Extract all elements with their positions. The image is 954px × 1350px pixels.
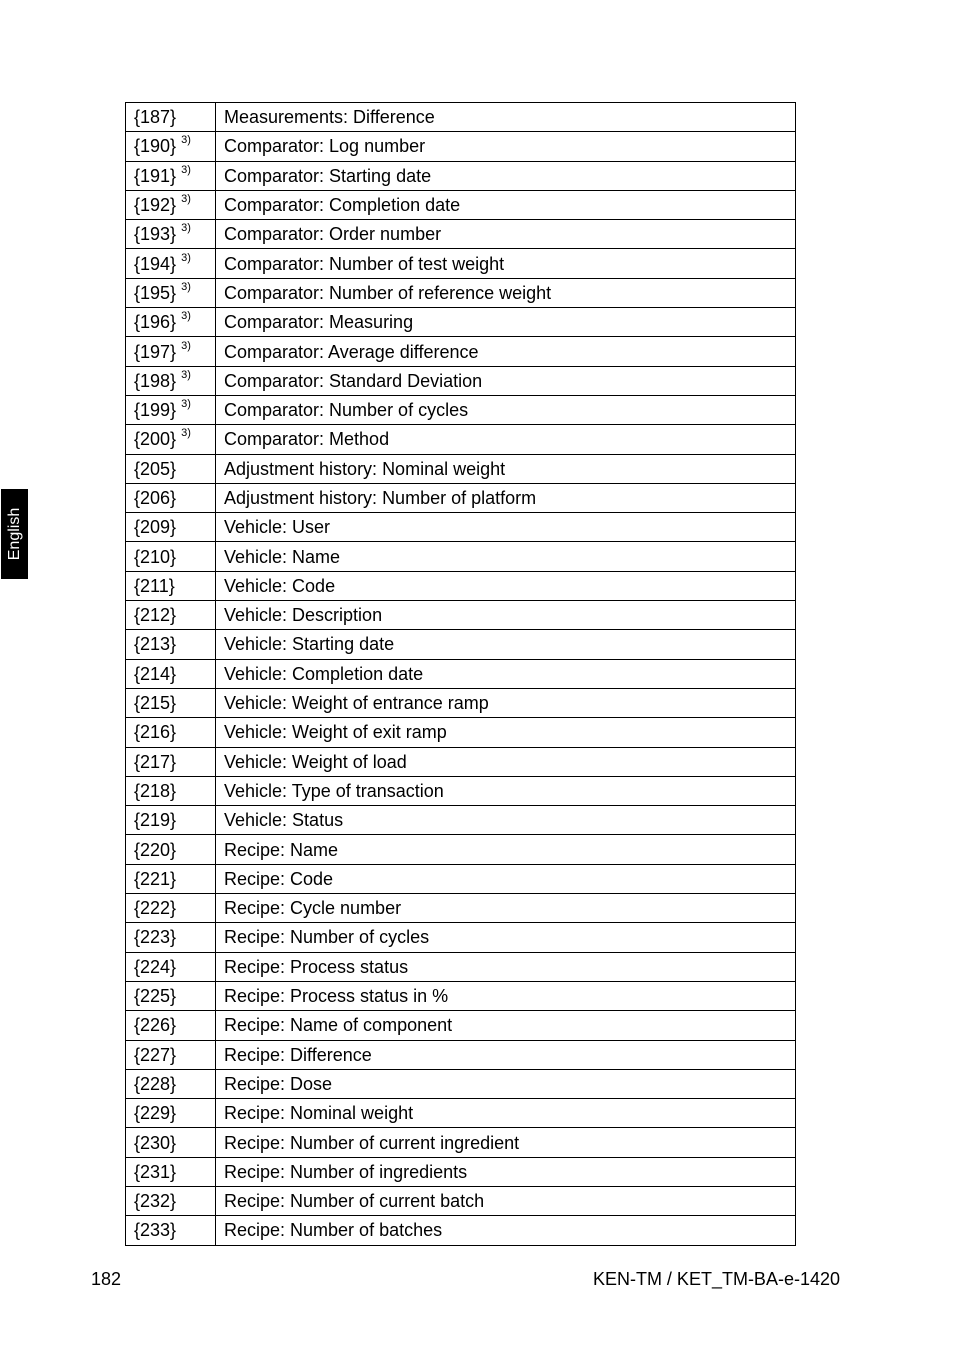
code-cell — [126, 161, 216, 190]
description-cell: Comparator: Method — [216, 425, 796, 454]
description-cell: Comparator: Completion date — [216, 190, 796, 219]
description-cell: Vehicle: Code — [216, 571, 796, 600]
placeholder-code: {190} — [134, 136, 177, 157]
description-cell: Recipe: Number of cycles — [216, 923, 796, 952]
footnote-marker: 3) — [181, 251, 191, 264]
table-row — [126, 864, 796, 893]
description-cell: Comparator: Number of test weight — [216, 249, 796, 278]
table-row — [126, 981, 796, 1010]
code-cell — [126, 1040, 216, 1069]
code-cell — [126, 1128, 216, 1157]
placeholder-code: {232} — [134, 1191, 177, 1212]
table-row — [126, 278, 796, 307]
footnote-marker: 3) — [181, 310, 191, 323]
placeholder-code: {222} — [134, 898, 177, 919]
placeholder-table-body — [126, 103, 796, 1246]
code-cell — [126, 483, 216, 512]
table-row — [126, 190, 796, 219]
table-row — [126, 337, 796, 366]
code-cell — [126, 278, 216, 307]
placeholder-code: {218} — [134, 780, 177, 801]
table-row — [126, 806, 796, 835]
table-row — [126, 1069, 796, 1098]
placeholder-code: {226} — [134, 1015, 177, 1036]
placeholder-code: {191} — [134, 165, 177, 186]
code-cell — [126, 454, 216, 483]
code-cell — [126, 718, 216, 747]
code-cell — [126, 952, 216, 981]
code-cell — [126, 542, 216, 571]
placeholder-code: {198} — [134, 370, 177, 391]
description-cell: Recipe: Number of current batch — [216, 1186, 796, 1215]
placeholder-code: {214} — [134, 663, 177, 684]
code-cell — [126, 366, 216, 395]
document-id: KEN-TM / KET_TM-BA-e-1420 — [592, 1269, 840, 1289]
placeholder-code: {223} — [134, 927, 177, 948]
description-cell: Comparator: Log number — [216, 132, 796, 161]
description-cell: Vehicle: Weight of entrance ramp — [216, 688, 796, 717]
table-row — [126, 601, 796, 630]
code-cell — [126, 601, 216, 630]
placeholder-code: {193} — [134, 224, 177, 245]
placeholder-code: {216} — [134, 722, 177, 743]
table-row — [126, 776, 796, 805]
placeholder-code: {197} — [134, 341, 177, 362]
code-cell — [126, 132, 216, 161]
description-cell: Measurements: Difference — [216, 103, 796, 132]
description-cell: Adjustment history: Nominal weight — [216, 454, 796, 483]
description-cell: Recipe: Code — [216, 864, 796, 893]
description-cell: Recipe: Number of batches — [216, 1216, 796, 1245]
code-cell — [126, 571, 216, 600]
page-number: 182 — [91, 1269, 122, 1289]
code-cell — [126, 923, 216, 952]
table-row — [126, 718, 796, 747]
description-cell: Recipe: Difference — [216, 1040, 796, 1069]
code-cell — [126, 425, 216, 454]
code-cell — [126, 308, 216, 337]
code-cell — [126, 835, 216, 864]
description-cell: Recipe: Cycle number — [216, 894, 796, 923]
placeholder-code: {205} — [134, 458, 177, 479]
code-cell — [126, 688, 216, 717]
code-cell — [126, 190, 216, 219]
code-cell — [126, 747, 216, 776]
footnote-marker: 3) — [181, 368, 191, 381]
table-row — [126, 835, 796, 864]
description-cell: Vehicle: Description — [216, 601, 796, 630]
description-cell: Comparator: Number of cycles — [216, 395, 796, 424]
description-cell: Vehicle: Type of transaction — [216, 776, 796, 805]
table-row — [126, 747, 796, 776]
placeholder-code: {231} — [134, 1161, 177, 1182]
table-row — [126, 688, 796, 717]
placeholder-code: {225} — [134, 986, 177, 1007]
placeholder-code: {228} — [134, 1073, 177, 1094]
footnote-marker: 3) — [181, 163, 191, 176]
code-cell — [126, 864, 216, 893]
description-cell: Vehicle: Completion date — [216, 659, 796, 688]
code-cell — [126, 1011, 216, 1040]
placeholder-code: {227} — [134, 1044, 177, 1065]
placeholder-code: {230} — [134, 1132, 177, 1153]
code-cell — [126, 513, 216, 542]
table-row — [126, 894, 796, 923]
placeholder-code: {211} — [134, 575, 175, 596]
description-cell: Recipe: Name of component — [216, 1011, 796, 1040]
description-cell: Comparator: Order number — [216, 220, 796, 249]
description-cell: Recipe: Dose — [216, 1069, 796, 1098]
placeholder-code: {210} — [134, 546, 177, 567]
table-row — [126, 923, 796, 952]
code-cell — [126, 1186, 216, 1215]
table-row — [126, 249, 796, 278]
description-cell: Recipe: Process status — [216, 952, 796, 981]
code-cell — [126, 1216, 216, 1245]
footnote-marker: 3) — [181, 280, 191, 293]
table-row — [126, 161, 796, 190]
footnote-marker: 3) — [181, 339, 191, 352]
description-cell: Vehicle: Weight of load — [216, 747, 796, 776]
placeholder-table — [125, 102, 796, 1246]
code-cell — [126, 894, 216, 923]
description-cell: Comparator: Measuring — [216, 308, 796, 337]
table-row — [126, 366, 796, 395]
code-cell — [126, 395, 216, 424]
description-cell: Vehicle: Weight of exit ramp — [216, 718, 796, 747]
table-row — [126, 425, 796, 454]
code-cell — [126, 249, 216, 278]
footnote-marker: 3) — [181, 427, 191, 440]
code-cell — [126, 630, 216, 659]
placeholder-code: {196} — [134, 312, 177, 333]
language-tab-label: English — [5, 507, 23, 561]
table-row — [126, 630, 796, 659]
placeholder-code: {192} — [134, 195, 177, 216]
code-cell — [126, 220, 216, 249]
description-cell: Vehicle: Name — [216, 542, 796, 571]
description-cell: Recipe: Name — [216, 835, 796, 864]
placeholder-code: {212} — [134, 605, 177, 626]
placeholder-code: {215} — [134, 693, 177, 714]
description-cell: Comparator: Standard Deviation — [216, 366, 796, 395]
table-row — [126, 1011, 796, 1040]
table-row — [126, 454, 796, 483]
placeholder-code: {213} — [134, 634, 177, 655]
table-row — [126, 483, 796, 512]
code-cell — [126, 776, 216, 805]
placeholder-code: {195} — [134, 282, 177, 303]
table-row — [126, 513, 796, 542]
description-cell: Comparator: Average difference — [216, 337, 796, 366]
description-cell: Vehicle: User — [216, 513, 796, 542]
footnote-marker: 3) — [181, 398, 191, 411]
code-cell — [126, 659, 216, 688]
table-row — [126, 220, 796, 249]
footnote-marker: 3) — [181, 134, 191, 147]
language-tab — [1, 489, 28, 579]
code-cell — [126, 981, 216, 1010]
placeholder-code: {233} — [134, 1220, 177, 1241]
description-cell: Recipe: Number of ingredients — [216, 1157, 796, 1186]
description-cell: Recipe: Number of current ingredient — [216, 1128, 796, 1157]
placeholder-code: {229} — [134, 1103, 177, 1124]
description-cell: Comparator: Starting date — [216, 161, 796, 190]
placeholder-code: {224} — [134, 956, 177, 977]
placeholder-code: {194} — [134, 253, 177, 274]
description-cell: Adjustment history: Number of platform — [216, 483, 796, 512]
placeholder-code: {220} — [134, 839, 177, 860]
table-row — [126, 659, 796, 688]
placeholder-code: {200} — [134, 429, 177, 450]
code-cell — [126, 337, 216, 366]
placeholder-code: {217} — [134, 751, 177, 772]
placeholder-code: {219} — [134, 810, 177, 831]
placeholder-code: {199} — [134, 400, 177, 421]
code-cell — [126, 806, 216, 835]
table-row — [126, 952, 796, 981]
footnote-marker: 3) — [181, 193, 191, 206]
description-cell: Vehicle: Starting date — [216, 630, 796, 659]
table-row — [126, 103, 796, 132]
description-cell: Recipe: Process status in % — [216, 981, 796, 1010]
placeholder-code: {209} — [134, 517, 177, 538]
placeholder-code: {187} — [134, 107, 177, 128]
description-cell: Comparator: Number of reference weight — [216, 278, 796, 307]
table-row — [126, 1040, 796, 1069]
footnote-marker: 3) — [181, 222, 191, 235]
code-cell — [126, 1069, 216, 1098]
table-row — [126, 395, 796, 424]
table-row — [126, 308, 796, 337]
placeholder-code: {221} — [134, 868, 177, 889]
code-cell — [126, 1099, 216, 1128]
table-row — [126, 1216, 796, 1245]
code-cell — [126, 103, 216, 132]
placeholder-code: {206} — [134, 488, 177, 508]
table-row — [126, 132, 796, 161]
code-cell — [126, 1157, 216, 1186]
table-row — [126, 1099, 796, 1128]
description-cell: Vehicle: Status — [216, 806, 796, 835]
table-row — [126, 1157, 796, 1186]
table-row — [126, 1128, 796, 1157]
table-row — [126, 542, 796, 571]
description-cell: Recipe: Nominal weight — [216, 1099, 796, 1128]
table-row — [126, 571, 796, 600]
table-row — [126, 1186, 796, 1215]
